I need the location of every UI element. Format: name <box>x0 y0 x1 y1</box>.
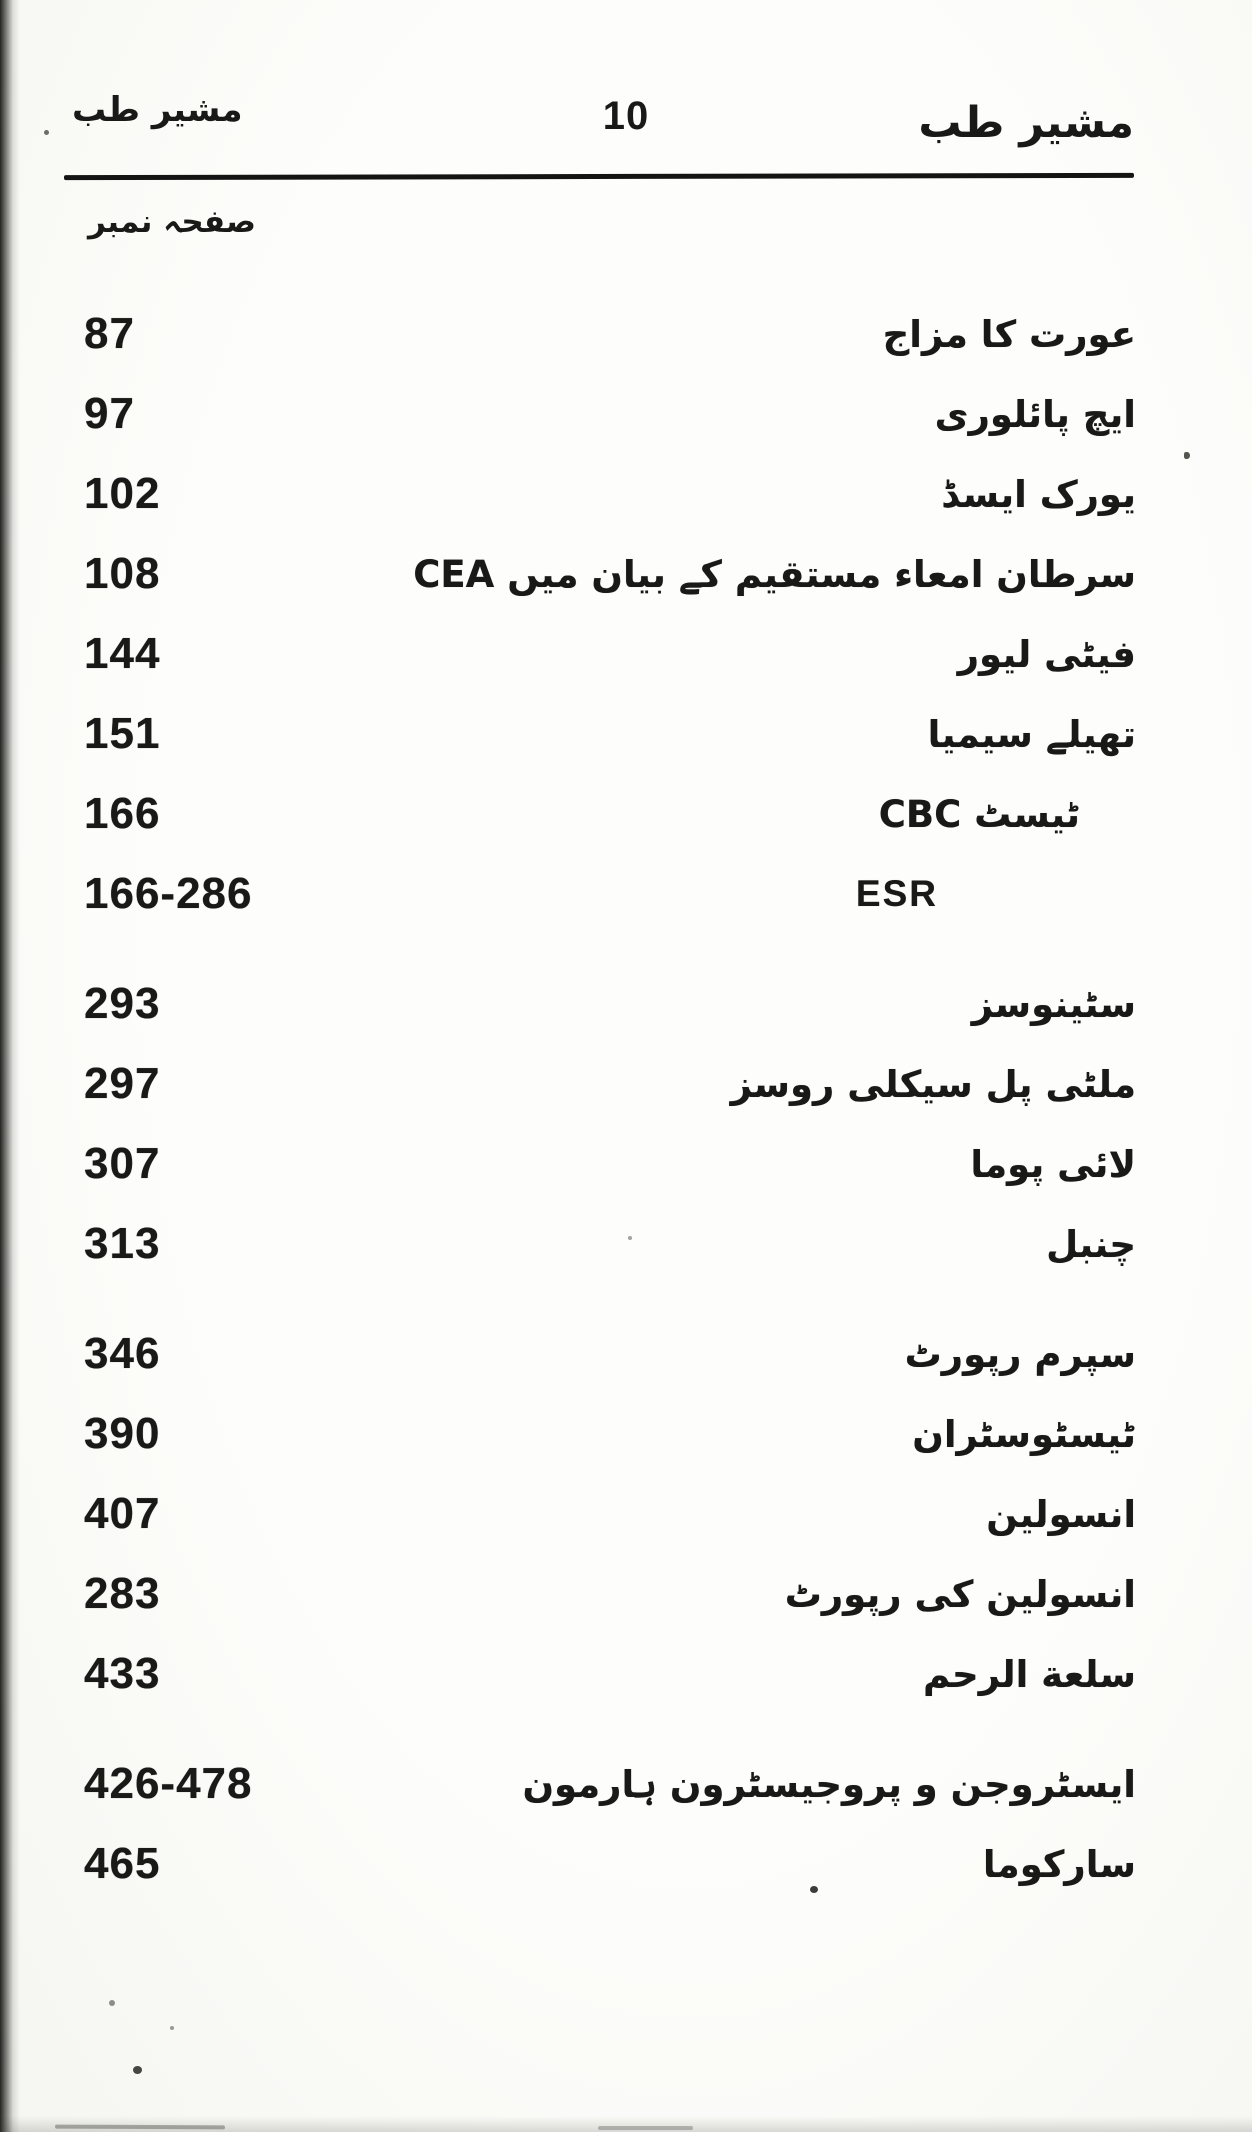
toc-page-number: 151 <box>84 709 161 758</box>
toc-page-number: 293 <box>84 979 161 1028</box>
toc-page-number: 426-478 <box>84 1759 253 1808</box>
toc-page-number: 313 <box>84 1219 161 1268</box>
toc-row <box>84 614 1136 694</box>
toc-page-number: 283 <box>84 1569 161 1618</box>
header-left-book-title: مشیر طب <box>72 90 243 130</box>
header-rule <box>64 173 1134 180</box>
toc-title: ٹیسٹ CBC <box>878 792 1080 836</box>
toc-title: انسولین کی رپورٹ <box>784 1572 1136 1616</box>
scan-speckle <box>810 1886 818 1893</box>
toc-title: یورک ایسڈ <box>941 472 1136 516</box>
toc-title: ٹیسٹوسٹران <box>912 1412 1136 1456</box>
toc-title: ایچ پائلوری <box>934 392 1136 436</box>
toc-title: لائی پوما <box>970 1142 1136 1186</box>
toc-row <box>84 1314 1136 1394</box>
scan-speckle <box>109 2000 115 2006</box>
scan-speckle <box>1184 452 1190 459</box>
toc-title: سٹینوسز <box>971 982 1136 1026</box>
toc-row <box>84 1474 1136 1554</box>
toc-page-number: 97 <box>84 389 135 438</box>
header-right-book-title: مشیر طب <box>918 98 1134 148</box>
toc-title: چنبل <box>1046 1222 1136 1266</box>
toc-row <box>84 1044 1136 1124</box>
toc-page-number: 465 <box>84 1839 161 1888</box>
toc-page-number: 407 <box>84 1489 161 1538</box>
toc-row <box>84 1124 1136 1204</box>
toc-row <box>84 534 1136 614</box>
toc-page-number: 102 <box>84 469 161 518</box>
scan-speckle <box>628 1236 632 1240</box>
toc-row <box>84 1394 1136 1474</box>
toc-title: سارکوما <box>982 1842 1136 1886</box>
toc-row <box>84 694 1136 774</box>
toc-title: عورت کا مزاج <box>882 312 1136 356</box>
toc-page-number: 166-286 <box>84 869 253 918</box>
toc-row <box>84 1204 1136 1284</box>
toc-page-number: 297 <box>84 1059 161 1108</box>
toc-page-number: 108 <box>84 549 161 598</box>
toc-page-number: 346 <box>84 1329 161 1378</box>
toc-title: ایسٹروجن و پروجیسٹرون ہارمون <box>522 1762 1136 1806</box>
toc-row <box>84 374 1136 454</box>
toc-row <box>84 774 1136 854</box>
scan-speckle <box>44 130 49 135</box>
bottom-scan-smudge <box>598 2126 693 2130</box>
scan-speckle <box>170 2026 174 2030</box>
toc-row <box>84 1634 1136 1714</box>
toc-page-number: 87 <box>84 309 135 358</box>
page-number-column-label: صفحہ نمبر <box>88 204 256 240</box>
toc-page-number: 390 <box>84 1409 161 1458</box>
toc-row <box>84 964 1136 1044</box>
toc-row <box>84 1744 1136 1824</box>
header-page-number: 10 <box>602 94 650 138</box>
toc-page-number: 307 <box>84 1139 161 1188</box>
toc-title: انسولین <box>986 1492 1136 1536</box>
toc-title: ESR <box>855 873 938 914</box>
toc-title: فیٹی لیور <box>957 632 1136 676</box>
toc-title: تھیلے سیمیا <box>927 712 1136 756</box>
toc-title: سپرم رپورٹ <box>904 1332 1136 1376</box>
table-of-contents <box>0 294 1252 1904</box>
toc-row <box>84 1554 1136 1634</box>
toc-page-number: 166 <box>84 789 161 838</box>
toc-row <box>84 294 1136 374</box>
toc-row <box>84 454 1136 534</box>
toc-title: ملٹی پل سیکلی روسز <box>730 1062 1136 1106</box>
toc-page-number: 433 <box>84 1649 161 1698</box>
scan-speckle <box>133 2066 142 2074</box>
toc-page-number: 144 <box>84 629 161 678</box>
toc-title: سلعة الرحم <box>923 1652 1136 1696</box>
toc-row <box>84 1824 1136 1904</box>
toc-row <box>84 854 1136 934</box>
toc-title: سرطان امعاء مستقیم کے بیان میں CEA <box>413 552 1136 596</box>
